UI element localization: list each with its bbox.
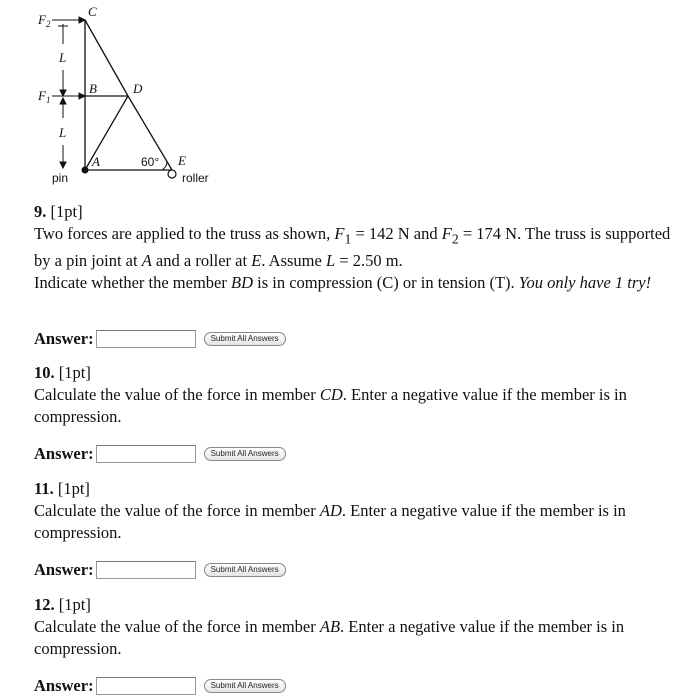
question-11-text: Calculate the value of the force in member AD. Enter a negative value if the member is in compression.: [34, 501, 626, 542]
label-roller: roller: [182, 171, 209, 185]
dim-arrow-top: [60, 90, 66, 96]
answer-input-11[interactable]: [96, 561, 196, 579]
dim-arrow-bottom: [60, 162, 66, 168]
label-c: C: [88, 4, 97, 19]
question-11-header: 11. [1pt]: [34, 479, 90, 498]
question-12-header: 12. [1pt]: [34, 595, 91, 614]
label-b: B: [89, 81, 97, 96]
question-9-header: 9. [1pt]: [34, 202, 83, 221]
force-f2-arrowhead: [79, 17, 85, 23]
question-9-instruction: Indicate whether the member BD is in compression (C) or in tension (T). You only have 1 try!: [34, 273, 652, 293]
answer-row-10: [34, 444, 286, 464]
answer-row-9: [34, 329, 286, 349]
force-f1-arrowhead: [79, 93, 85, 99]
dim-arrow-bottom-up: [60, 98, 66, 104]
answer-input-9[interactable]: [96, 330, 196, 348]
answer-label: Answer:: [34, 560, 94, 579]
label-d: D: [133, 81, 143, 96]
question-9-text: Two forces are applied to the truss as shown, $F_1 = 142$ N and $F_2 = 174$ N. The truss is supported by a pin joint at A and a roller at E. Assume L = 2.50 m.: [34, 224, 671, 271]
roller-support-icon: [168, 170, 176, 178]
question-9: [34, 201, 684, 294]
pin-support-icon: [82, 167, 89, 174]
submit-all-answers-button[interactable]: Submit All Answers: [204, 563, 286, 577]
answer-input-12[interactable]: [96, 677, 196, 695]
question-12-text: Calculate the value of the force in member AB. Enter a negative value if the member is in compression.: [34, 617, 625, 658]
label-e: E: [178, 153, 186, 168]
label-pin: pin: [52, 171, 69, 185]
submit-all-answers-button[interactable]: Submit All Answers: [204, 447, 286, 461]
truss-diagram: [0, 0, 240, 195]
question-10: [34, 362, 684, 428]
angle-arc: [162, 161, 167, 170]
label-f2: $F_2$: [38, 12, 51, 29]
label-l-bottom: L: [59, 125, 67, 140]
submit-all-answers-button[interactable]: Submit All Answers: [204, 332, 286, 346]
label-a: A: [92, 154, 100, 169]
answer-label: Answer:: [34, 329, 94, 348]
question-10-text: Calculate the value of the force in member CD. Enter a negative value if the member is in compression.: [34, 385, 627, 426]
label-f1: $F_1$: [38, 88, 51, 105]
answer-input-10[interactable]: [96, 445, 196, 463]
answer-row-12: [34, 676, 286, 696]
question-12: [34, 594, 684, 660]
answer-label: Answer:: [34, 444, 94, 463]
label-l-top: L: [59, 50, 67, 65]
answer-label: Answer:: [34, 676, 94, 695]
answer-row-11: [34, 560, 286, 580]
try-warning: You only have 1 try!: [518, 273, 652, 293]
question-10-header: 10. [1pt]: [34, 363, 91, 382]
label-angle: 60°: [141, 155, 160, 169]
question-11: [34, 478, 684, 544]
submit-all-answers-button[interactable]: Submit All Answers: [204, 679, 286, 693]
